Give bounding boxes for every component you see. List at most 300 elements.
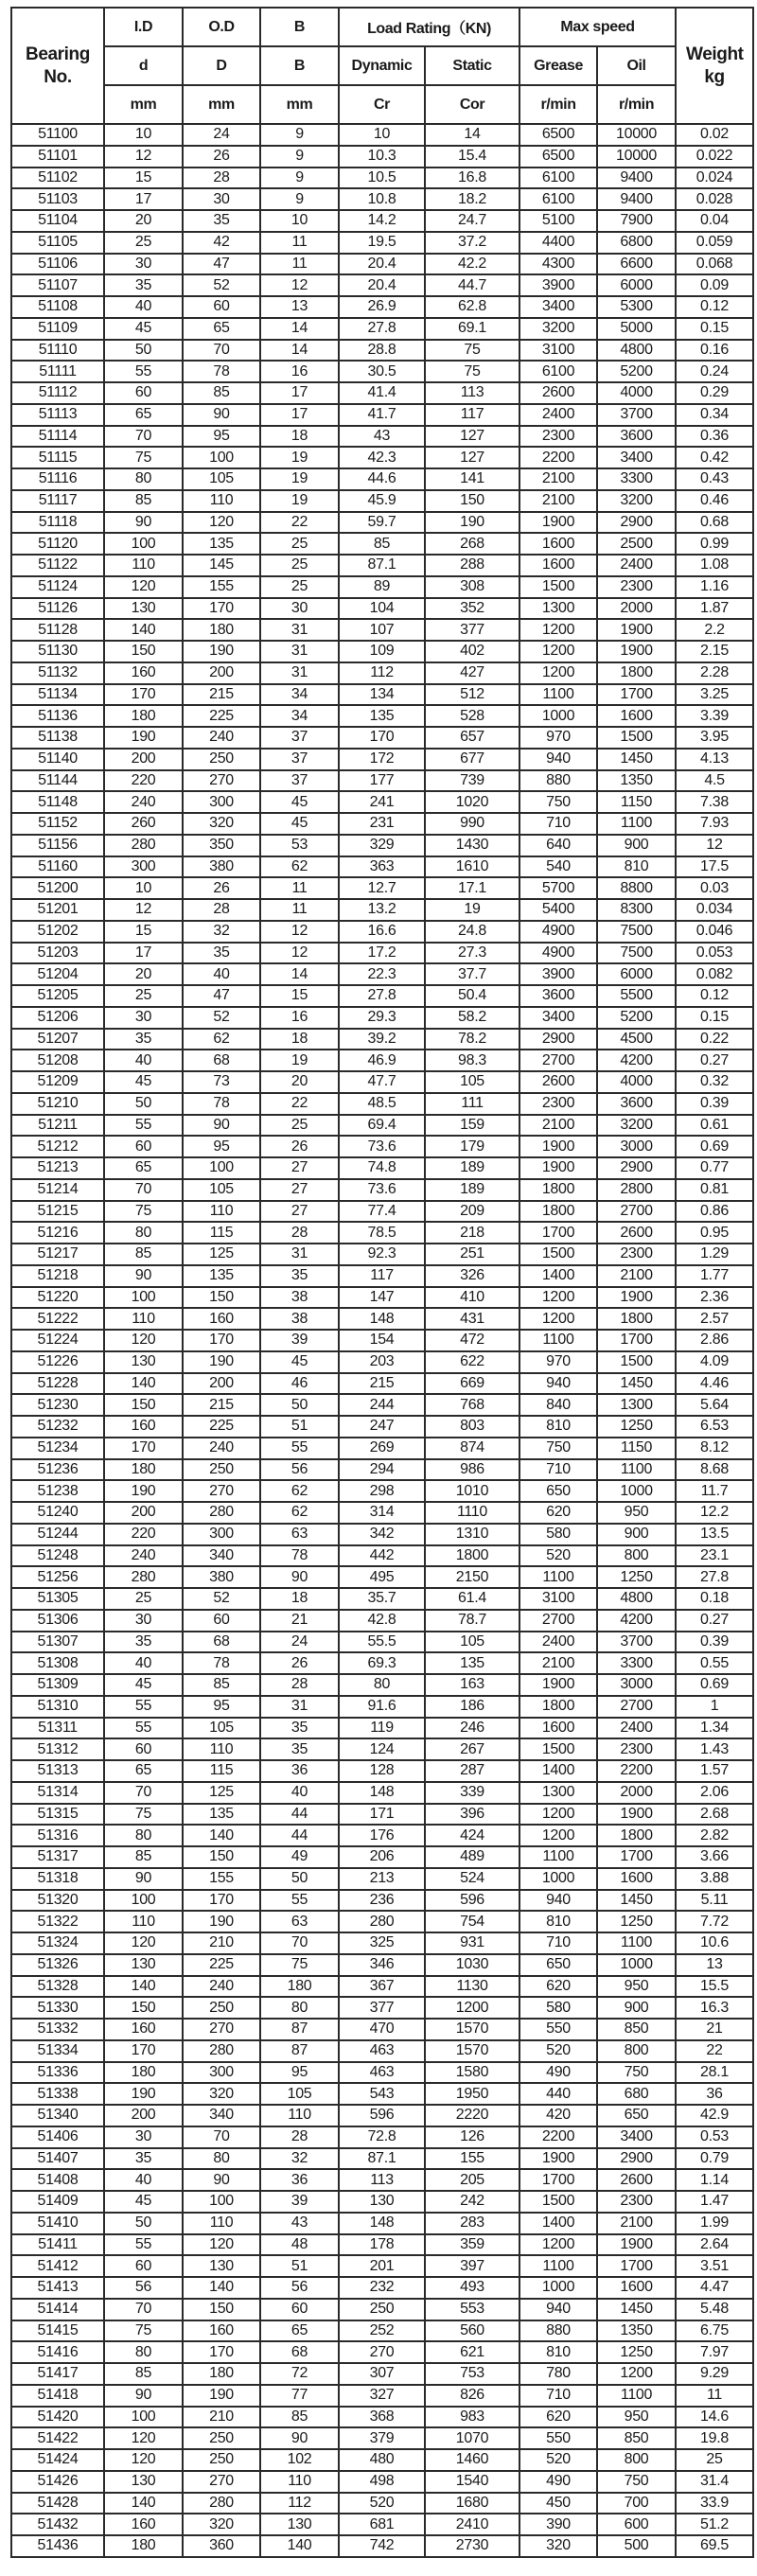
cell-static-cor: 24.7 [425, 210, 519, 232]
cell-static-cor: 1540 [425, 2471, 519, 2493]
cell-grease-speed: 540 [519, 856, 597, 878]
cell-oil-speed: 1900 [597, 1804, 676, 1826]
cell-oil-speed: 2300 [597, 2191, 676, 2213]
cell-od-D: 340 [183, 2105, 260, 2126]
cell-dynamic-cr: 232 [339, 2277, 425, 2299]
cell-oil-speed: 5300 [597, 296, 676, 318]
cell-static-cor: 141 [425, 468, 519, 490]
cell-dynamic-cr: 10.8 [339, 188, 425, 210]
table-row [11, 2427, 753, 2449]
cell-od-D: 60 [183, 296, 260, 318]
cell-bearing-no: 51414 [11, 2299, 104, 2320]
cell-od-D: 300 [183, 2062, 260, 2084]
cell-oil-speed: 2100 [597, 2213, 676, 2234]
cell-id-d: 70 [104, 2299, 183, 2320]
header-sub-B: B [260, 46, 339, 85]
cell-oil-speed: 2700 [597, 1696, 676, 1718]
cell-grease-speed: 2600 [519, 1071, 597, 1093]
cell-width-B: 44 [260, 1825, 339, 1846]
cell-od-D: 120 [183, 512, 260, 534]
cell-width-B: 25 [260, 555, 339, 576]
table-row [11, 1524, 753, 1545]
cell-grease-speed: 640 [519, 835, 597, 856]
cell-weight: 51.2 [676, 2514, 753, 2535]
cell-oil-speed: 4200 [597, 1610, 676, 1632]
cell-weight: 0.55 [676, 1652, 753, 1674]
cell-weight: 15.5 [676, 1976, 753, 1998]
cell-id-d: 90 [104, 2385, 183, 2407]
cell-grease-speed: 2700 [519, 1610, 597, 1632]
cell-dynamic-cr: 154 [339, 1330, 425, 1351]
cell-static-cor: 427 [425, 662, 519, 684]
cell-weight: 0.024 [676, 168, 753, 189]
cell-od-D: 320 [183, 813, 260, 835]
cell-bearing-no: 51212 [11, 1136, 104, 1157]
cell-static-cor: 983 [425, 2407, 519, 2428]
cell-grease-speed: 6100 [519, 168, 597, 189]
header-unit-B: mm [260, 85, 339, 124]
cell-bearing-no: 51120 [11, 533, 104, 555]
cell-weight: 0.02 [676, 124, 753, 146]
cell-id-d: 240 [104, 791, 183, 813]
cell-od-D: 155 [183, 1868, 260, 1890]
cell-static-cor: 528 [425, 705, 519, 727]
cell-grease-speed: 970 [519, 727, 597, 749]
cell-bearing-no: 51115 [11, 447, 104, 468]
table-row [11, 1588, 753, 1610]
cell-width-B: 180 [260, 1976, 339, 1998]
cell-dynamic-cr: 74.8 [339, 1157, 425, 1179]
cell-static-cor: 135 [425, 1652, 519, 1674]
cell-od-D: 125 [183, 1244, 260, 1265]
cell-od-D: 90 [183, 404, 260, 426]
cell-bearing-no: 51112 [11, 382, 104, 404]
cell-grease-speed: 1500 [519, 1738, 597, 1760]
cell-weight: 0.27 [676, 1050, 753, 1071]
cell-static-cor: 218 [425, 1222, 519, 1244]
cell-bearing-no: 51107 [11, 274, 104, 296]
cell-oil-speed: 3300 [597, 468, 676, 490]
cell-od-D: 52 [183, 274, 260, 296]
cell-static-cor: 493 [425, 2277, 519, 2299]
cell-bearing-no: 51426 [11, 2471, 104, 2493]
table-row [11, 1954, 753, 1976]
cell-od-D: 270 [183, 2471, 260, 2493]
cell-bearing-no: 51132 [11, 662, 104, 684]
cell-width-B: 31 [260, 641, 339, 662]
cell-od-D: 90 [183, 1115, 260, 1137]
cell-width-B: 34 [260, 684, 339, 706]
table-row [11, 382, 753, 404]
cell-oil-speed: 5500 [597, 985, 676, 1007]
cell-width-B: 75 [260, 1954, 339, 1976]
cell-width-B: 18 [260, 426, 339, 448]
cell-weight: 7.38 [676, 791, 753, 813]
cell-id-d: 65 [104, 1760, 183, 1782]
cell-id-d: 160 [104, 1416, 183, 1438]
cell-grease-speed: 710 [519, 1459, 597, 1481]
cell-bearing-no: 51130 [11, 641, 104, 662]
cell-grease-speed: 1000 [519, 2277, 597, 2299]
cell-weight: 27.8 [676, 1566, 753, 1588]
cell-grease-speed: 2100 [519, 490, 597, 512]
cell-id-d: 110 [104, 555, 183, 576]
cell-width-B: 12 [260, 921, 339, 943]
cell-oil-speed: 5200 [597, 361, 676, 382]
cell-dynamic-cr: 39.2 [339, 1029, 425, 1050]
cell-oil-speed: 10000 [597, 124, 676, 146]
cell-bearing-no: 51108 [11, 296, 104, 318]
cell-weight: 3.25 [676, 684, 753, 706]
cell-grease-speed: 940 [519, 1373, 597, 1395]
cell-bearing-no: 51334 [11, 2040, 104, 2062]
cell-oil-speed: 7500 [597, 921, 676, 943]
table-row [11, 813, 753, 835]
cell-weight: 33.9 [676, 2493, 753, 2514]
cell-bearing-no: 51307 [11, 1632, 104, 1653]
cell-id-d: 70 [104, 426, 183, 448]
cell-grease-speed: 490 [519, 2062, 597, 2084]
cell-bearing-no: 51322 [11, 1911, 104, 1932]
cell-oil-speed: 2900 [597, 2148, 676, 2170]
cell-width-B: 39 [260, 1330, 339, 1351]
cell-width-B: 87 [260, 2040, 339, 2062]
cell-static-cor: 19 [425, 899, 519, 921]
cell-bearing-no: 51230 [11, 1394, 104, 1416]
table-row [11, 1438, 753, 1459]
table-row [11, 576, 753, 598]
cell-weight: 2.06 [676, 1782, 753, 1804]
cell-bearing-no: 51418 [11, 2385, 104, 2407]
cell-od-D: 350 [183, 835, 260, 856]
cell-bearing-no: 51409 [11, 2191, 104, 2213]
table-row [11, 963, 753, 985]
table-row [11, 1157, 753, 1179]
cell-oil-speed: 2400 [597, 1718, 676, 1739]
cell-width-B: 56 [260, 2277, 339, 2299]
cell-dynamic-cr: 367 [339, 1976, 425, 1998]
cell-weight: 6.53 [676, 1416, 753, 1438]
cell-oil-speed: 1600 [597, 1868, 676, 1890]
cell-width-B: 37 [260, 727, 339, 749]
cell-id-d: 110 [104, 1308, 183, 1330]
cell-dynamic-cr: 543 [339, 2083, 425, 2105]
table-row [11, 2277, 753, 2299]
cell-id-d: 45 [104, 1071, 183, 1093]
table-row [11, 361, 753, 382]
cell-oil-speed: 1000 [597, 1954, 676, 1976]
cell-od-D: 200 [183, 662, 260, 684]
cell-od-D: 180 [183, 2363, 260, 2385]
cell-oil-speed: 6000 [597, 963, 676, 985]
cell-bearing-no: 51408 [11, 2169, 104, 2191]
cell-grease-speed: 840 [519, 1394, 597, 1416]
table-row [11, 168, 753, 189]
cell-weight: 1.43 [676, 1738, 753, 1760]
cell-oil-speed: 680 [597, 2083, 676, 2105]
cell-od-D: 250 [183, 1459, 260, 1481]
cell-grease-speed: 2100 [519, 468, 597, 490]
cell-static-cor: 42.2 [425, 254, 519, 275]
cell-grease-speed: 810 [519, 1416, 597, 1438]
cell-grease-speed: 1200 [519, 1825, 597, 1846]
table-row [11, 2126, 753, 2148]
cell-id-d: 150 [104, 1394, 183, 1416]
cell-bearing-no: 51424 [11, 2449, 104, 2471]
cell-grease-speed: 580 [519, 1997, 597, 2019]
cell-grease-speed: 6100 [519, 361, 597, 382]
table-row [11, 619, 753, 641]
cell-weight: 2.36 [676, 1287, 753, 1309]
cell-static-cor: 189 [425, 1179, 519, 1201]
table-row [11, 340, 753, 362]
cell-bearing-no: 51226 [11, 1351, 104, 1373]
cell-bearing-no: 51410 [11, 2213, 104, 2234]
table-row [11, 684, 753, 706]
cell-dynamic-cr: 201 [339, 2255, 425, 2277]
cell-bearing-no: 51144 [11, 770, 104, 792]
cell-static-cor: 431 [425, 1308, 519, 1330]
cell-dynamic-cr: 294 [339, 1459, 425, 1481]
cell-id-d: 150 [104, 1997, 183, 2019]
cell-width-B: 80 [260, 1997, 339, 2019]
cell-weight: 0.99 [676, 533, 753, 555]
cell-static-cor: 2410 [425, 2514, 519, 2535]
cell-oil-speed: 4500 [597, 1029, 676, 1050]
cell-width-B: 9 [260, 168, 339, 189]
cell-weight: 0.12 [676, 296, 753, 318]
cell-grease-speed: 1700 [519, 1222, 597, 1244]
cell-weight: 0.69 [676, 1136, 753, 1157]
cell-bearing-no: 51306 [11, 1610, 104, 1632]
cell-weight: 0.059 [676, 232, 753, 254]
cell-weight: 0.053 [676, 943, 753, 964]
cell-od-D: 70 [183, 2126, 260, 2148]
cell-bearing-no: 51152 [11, 813, 104, 835]
cell-dynamic-cr: 236 [339, 1890, 425, 1912]
cell-width-B: 55 [260, 1890, 339, 1912]
cell-bearing-no: 51122 [11, 555, 104, 576]
cell-oil-speed: 1700 [597, 1846, 676, 1868]
cell-width-B: 39 [260, 2191, 339, 2213]
cell-weight: 0.53 [676, 2126, 753, 2148]
cell-width-B: 102 [260, 2449, 339, 2471]
cell-oil-speed: 2300 [597, 1738, 676, 1760]
cell-oil-speed: 5200 [597, 1007, 676, 1029]
cell-id-d: 55 [104, 1718, 183, 1739]
cell-od-D: 270 [183, 1480, 260, 1502]
cell-bearing-no: 51415 [11, 2320, 104, 2342]
cell-dynamic-cr: 463 [339, 2062, 425, 2084]
cell-grease-speed: 6100 [519, 188, 597, 210]
cell-weight: 42.9 [676, 2105, 753, 2126]
cell-dynamic-cr: 681 [339, 2514, 425, 2535]
cell-dynamic-cr: 148 [339, 1308, 425, 1330]
cell-od-D: 225 [183, 1954, 260, 1976]
cell-oil-speed: 1500 [597, 1351, 676, 1373]
cell-od-D: 26 [183, 877, 260, 899]
cell-id-d: 45 [104, 2191, 183, 2213]
cell-od-D: 210 [183, 1932, 260, 1954]
cell-weight: 0.46 [676, 490, 753, 512]
cell-static-cor: 657 [425, 727, 519, 749]
cell-grease-speed: 940 [519, 2299, 597, 2320]
cell-od-D: 68 [183, 1632, 260, 1653]
table-row [11, 1115, 753, 1137]
cell-static-cor: 352 [425, 598, 519, 620]
cell-weight: 0.79 [676, 2148, 753, 2170]
table-row [11, 1696, 753, 1718]
header-unit-grease: r/min [519, 85, 597, 124]
cell-id-d: 35 [104, 1632, 183, 1653]
cell-dynamic-cr: 87.1 [339, 555, 425, 576]
cell-dynamic-cr: 29.3 [339, 1007, 425, 1029]
cell-grease-speed: 710 [519, 2385, 597, 2407]
cell-weight: 4.47 [676, 2277, 753, 2299]
table-row [11, 1459, 753, 1481]
cell-oil-speed: 2300 [597, 1244, 676, 1265]
table-row [11, 2385, 753, 2407]
cell-od-D: 320 [183, 2083, 260, 2105]
cell-dynamic-cr: 377 [339, 1997, 425, 2019]
cell-id-d: 240 [104, 1545, 183, 1567]
cell-static-cor: 1800 [425, 1545, 519, 1567]
cell-static-cor: 127 [425, 426, 519, 448]
cell-id-d: 10 [104, 877, 183, 899]
cell-weight: 13.5 [676, 1524, 753, 1545]
cell-oil-speed: 1700 [597, 2255, 676, 2277]
table-row [11, 533, 753, 555]
cell-weight: 1.87 [676, 598, 753, 620]
cell-static-cor: 117 [425, 404, 519, 426]
cell-static-cor: 1570 [425, 2019, 519, 2040]
cell-oil-speed: 1450 [597, 749, 676, 770]
cell-width-B: 37 [260, 749, 339, 770]
cell-static-cor: 931 [425, 1932, 519, 1954]
cell-od-D: 340 [183, 1545, 260, 1567]
cell-oil-speed: 2700 [597, 1201, 676, 1223]
cell-width-B: 14 [260, 340, 339, 362]
cell-dynamic-cr: 12.7 [339, 877, 425, 899]
table-row [11, 254, 753, 275]
cell-bearing-no: 51320 [11, 1890, 104, 1912]
cell-oil-speed: 800 [597, 2040, 676, 2062]
cell-id-d: 120 [104, 576, 183, 598]
cell-weight: 0.24 [676, 361, 753, 382]
cell-od-D: 240 [183, 1438, 260, 1459]
cell-id-d: 40 [104, 2169, 183, 2191]
cell-id-d: 180 [104, 2535, 183, 2557]
table-row [11, 1373, 753, 1395]
cell-width-B: 31 [260, 619, 339, 641]
cell-bearing-no: 51428 [11, 2493, 104, 2514]
table-row [11, 146, 753, 168]
cell-static-cor: 44.7 [425, 274, 519, 296]
cell-od-D: 47 [183, 254, 260, 275]
cell-weight: 0.16 [676, 340, 753, 362]
cell-grease-speed: 710 [519, 813, 597, 835]
cell-oil-speed: 1700 [597, 1330, 676, 1351]
cell-id-d: 55 [104, 2234, 183, 2256]
cell-dynamic-cr: 14.2 [339, 210, 425, 232]
cell-id-d: 25 [104, 985, 183, 1007]
cell-static-cor: 159 [425, 1115, 519, 1137]
cell-grease-speed: 1000 [519, 705, 597, 727]
cell-grease-speed: 1300 [519, 598, 597, 620]
cell-od-D: 210 [183, 2407, 260, 2428]
cell-id-d: 120 [104, 1330, 183, 1351]
header-bearing-no-label: Bearing No. [26, 44, 90, 87]
cell-id-d: 25 [104, 232, 183, 254]
cell-width-B: 28 [260, 1674, 339, 1696]
cell-oil-speed: 3200 [597, 1115, 676, 1137]
cell-dynamic-cr: 520 [339, 2493, 425, 2514]
cell-id-d: 10 [104, 124, 183, 146]
cell-bearing-no: 51148 [11, 791, 104, 813]
table-row [11, 1976, 753, 1998]
header-sub-d: d [104, 46, 183, 85]
cell-id-d: 55 [104, 1115, 183, 1137]
cell-weight: 17.5 [676, 856, 753, 878]
cell-dynamic-cr: 73.6 [339, 1179, 425, 1201]
cell-static-cor: 359 [425, 2234, 519, 2256]
cell-id-d: 40 [104, 1050, 183, 1071]
table-header [11, 8, 753, 124]
cell-dynamic-cr: 19.5 [339, 232, 425, 254]
cell-weight: 9.29 [676, 2363, 753, 2385]
cell-width-B: 63 [260, 1911, 339, 1932]
cell-dynamic-cr: 329 [339, 835, 425, 856]
cell-id-d: 45 [104, 1674, 183, 1696]
cell-id-d: 60 [104, 382, 183, 404]
table-body [11, 124, 753, 2557]
cell-static-cor: 50.4 [425, 985, 519, 1007]
cell-weight: 0.046 [676, 921, 753, 943]
cell-weight: 0.09 [676, 274, 753, 296]
cell-bearing-no: 51220 [11, 1287, 104, 1309]
cell-weight: 0.028 [676, 188, 753, 210]
cell-dynamic-cr: 72.8 [339, 2126, 425, 2148]
cell-static-cor: 155 [425, 2148, 519, 2170]
cell-id-d: 56 [104, 2277, 183, 2299]
cell-oil-speed: 900 [597, 1997, 676, 2019]
cell-weight: 4.46 [676, 1373, 753, 1395]
cell-weight: 0.04 [676, 210, 753, 232]
header-sub-D: D [183, 46, 260, 85]
cell-bearing-no: 51316 [11, 1825, 104, 1846]
cell-bearing-no: 51436 [11, 2535, 104, 2557]
cell-oil-speed: 1450 [597, 2299, 676, 2320]
cell-oil-speed: 1100 [597, 2385, 676, 2407]
table-row [11, 1394, 753, 1416]
cell-od-D: 135 [183, 1804, 260, 1826]
cell-width-B: 95 [260, 2062, 339, 2084]
cell-grease-speed: 780 [519, 2363, 597, 2385]
cell-grease-speed: 3100 [519, 340, 597, 362]
cell-id-d: 30 [104, 1610, 183, 1632]
cell-bearing-no: 51207 [11, 1029, 104, 1050]
table-row [11, 2148, 753, 2170]
cell-dynamic-cr: 213 [339, 1868, 425, 1890]
cell-width-B: 63 [260, 1524, 339, 1545]
cell-static-cor: 739 [425, 770, 519, 792]
cell-static-cor: 24.8 [425, 921, 519, 943]
cell-static-cor: 27.3 [425, 943, 519, 964]
cell-width-B: 31 [260, 1244, 339, 1265]
cell-bearing-no: 51213 [11, 1157, 104, 1179]
cell-dynamic-cr: 231 [339, 813, 425, 835]
cell-bearing-no: 51412 [11, 2255, 104, 2277]
